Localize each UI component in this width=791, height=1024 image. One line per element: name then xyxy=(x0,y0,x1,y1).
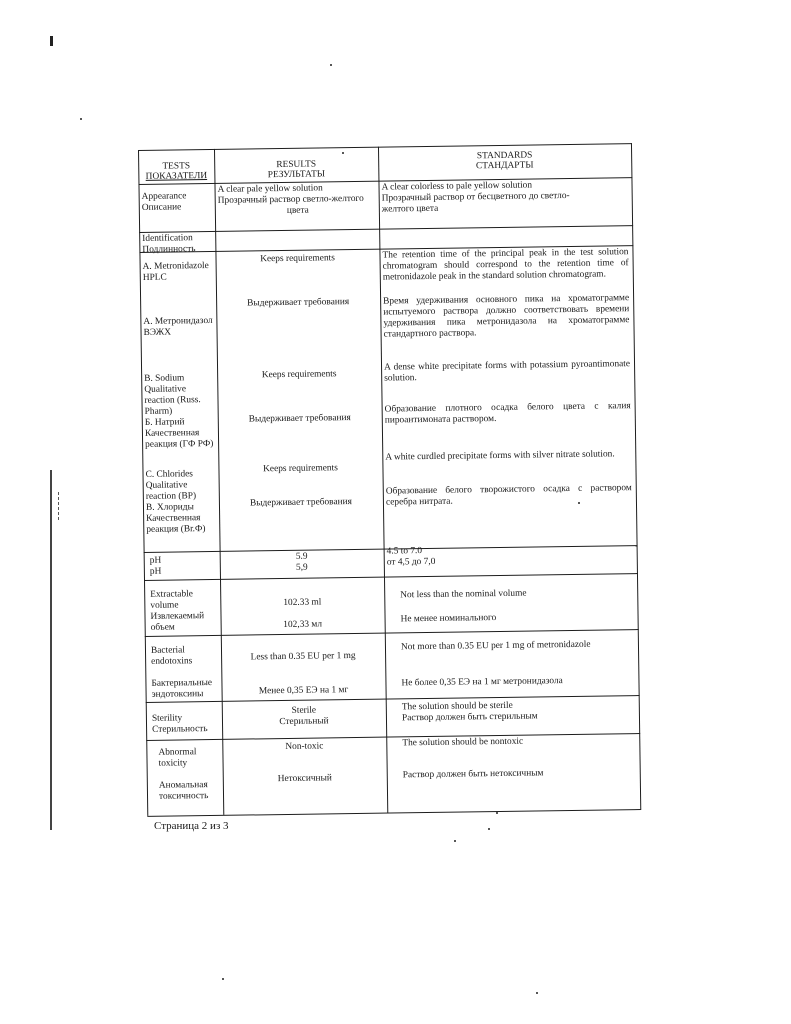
sodium-standard-en: A dense white precipitate forms with potassium pyroantimonate solution. xyxy=(383,359,631,384)
results-header: RESULTS РЕЗУЛЬТАТЫ xyxy=(267,159,326,181)
scan-edge-dashes xyxy=(58,492,60,520)
scan-speck xyxy=(80,118,82,120)
endotoxins-test: Bacterial endotoxins Бактериальные эндотоксины xyxy=(150,645,213,700)
toxicity-result-ru: Нетоксичный xyxy=(277,773,332,785)
ph-test: pH pH xyxy=(149,555,162,577)
scan-speck xyxy=(454,840,456,842)
scan-speck xyxy=(330,64,332,66)
identification-test: Identification Подлинность xyxy=(142,233,196,255)
appearance-test: Appearance Описание xyxy=(141,191,187,213)
sterility-result: Sterile Стерильный xyxy=(279,705,329,728)
chlorides-standard-en: A white curdled precipitate forms with silver nitrate solution. xyxy=(385,449,615,463)
sodium-result-ru: Выдерживает требования xyxy=(248,413,351,425)
chlorides-test: C. Chlorides Qualitative reaction (BP) В. Хлориды Качественная реакция (Br.Ф) xyxy=(145,469,206,535)
appearance-standard: A clear colorless to pale yellow solution Прозрачный раствор от бесцветного до светло- желтого цвета xyxy=(381,180,570,215)
tests-header: TESTS ПОКАЗАТЕЛИ xyxy=(145,161,208,182)
endotoxins-standard-ru: Не более 0,35 ЕЭ на 1 мг метронидазола xyxy=(401,676,563,689)
specification-table xyxy=(138,143,641,816)
metronidazole-result-en: Keeps requirements xyxy=(260,253,335,265)
sterility-standard: The solution should be sterile Раствор должен быть стерильным xyxy=(401,700,538,724)
ph-standard: 4.5 to 7.0 от 4,5 до 7,0 xyxy=(386,546,436,568)
page-number: Страница 2 из 3 xyxy=(154,820,229,832)
sodium-result-en: Keeps requirements xyxy=(261,369,337,381)
extractable-standard-ru: Не менее номинального xyxy=(400,613,497,625)
scan-speck xyxy=(222,978,224,980)
chlorides-result-ru: Выдерживает требования xyxy=(249,497,353,509)
sterility-test: Sterility Стерильность xyxy=(151,713,208,735)
toxicity-result-en: Non-toxic xyxy=(285,741,324,753)
scan-speck xyxy=(488,828,490,830)
extractable-test: Extractable volume Извлекаемый объем xyxy=(150,589,205,633)
appearance-result: A clear pale yellow solution Прозрачный раствор светло-желтого цвета xyxy=(217,183,364,216)
sodium-test: B. Sodium Qualitative reaction (Russ. Pharm) Б. Натрий Качественная реакция (ГФ РФ) xyxy=(144,373,214,450)
sodium-standard-ru: Образование плотного осадка белого цвета с калия пироантимоната раствором. xyxy=(384,401,631,426)
endotoxins-result-ru: Менее 0,35 ЕЭ на 1 мг xyxy=(258,685,349,697)
extractable-standard-en: Not less than the nominal volume xyxy=(400,588,527,601)
standards-header: STANDARDS СТАНДАРТЫ xyxy=(475,150,534,172)
chlorides-standard-ru: Образование белого творожистого осадка с раствором серебра нитрата. xyxy=(385,483,632,508)
ph-result: 5.9 5,9 xyxy=(295,551,308,573)
metronidazole-standard-ru: Время удерживания основного пика на хроматограмме испытуемого раствора должно соответствовать времени удерживания пика метронидазола на хроматограмме стандартного раствора. xyxy=(383,293,630,340)
scan-speck xyxy=(496,812,498,814)
endotoxins-result-en: Less than 0.35 EU per 1 mg xyxy=(250,651,356,663)
metronidazole-test: A. Metronidazole HPLC А. Метронидазол ВЭЖХ xyxy=(142,261,213,338)
toxicity-standard-ru: Раствор должен быть нетоксичным xyxy=(402,768,544,781)
metronidazole-standard-en: The retention time of the principal peak in the test solution chromatogram should correspond to the retention time of metronidazole peak in the standard solution chromatogram. xyxy=(382,247,629,283)
metronidazole-result-ru: Выдерживает требования xyxy=(247,297,350,309)
chlorides-result-en: Keeps requirements xyxy=(263,463,338,475)
extractable-result-ru: 102,33 мл xyxy=(283,619,323,631)
endotoxins-standard-en: Not more than 0.35 EU per 1 mg of metronidazole xyxy=(400,639,591,653)
scan-speck xyxy=(536,992,538,994)
toxicity-standard-en: The solution should be nontoxic xyxy=(402,736,524,749)
scan-edge-line xyxy=(50,470,52,830)
toxicity-test: Abnormal toxicity Аномальная токсичность xyxy=(158,747,209,802)
extractable-result-en: 102.33 ml xyxy=(283,597,322,609)
scan-mark xyxy=(50,36,53,46)
